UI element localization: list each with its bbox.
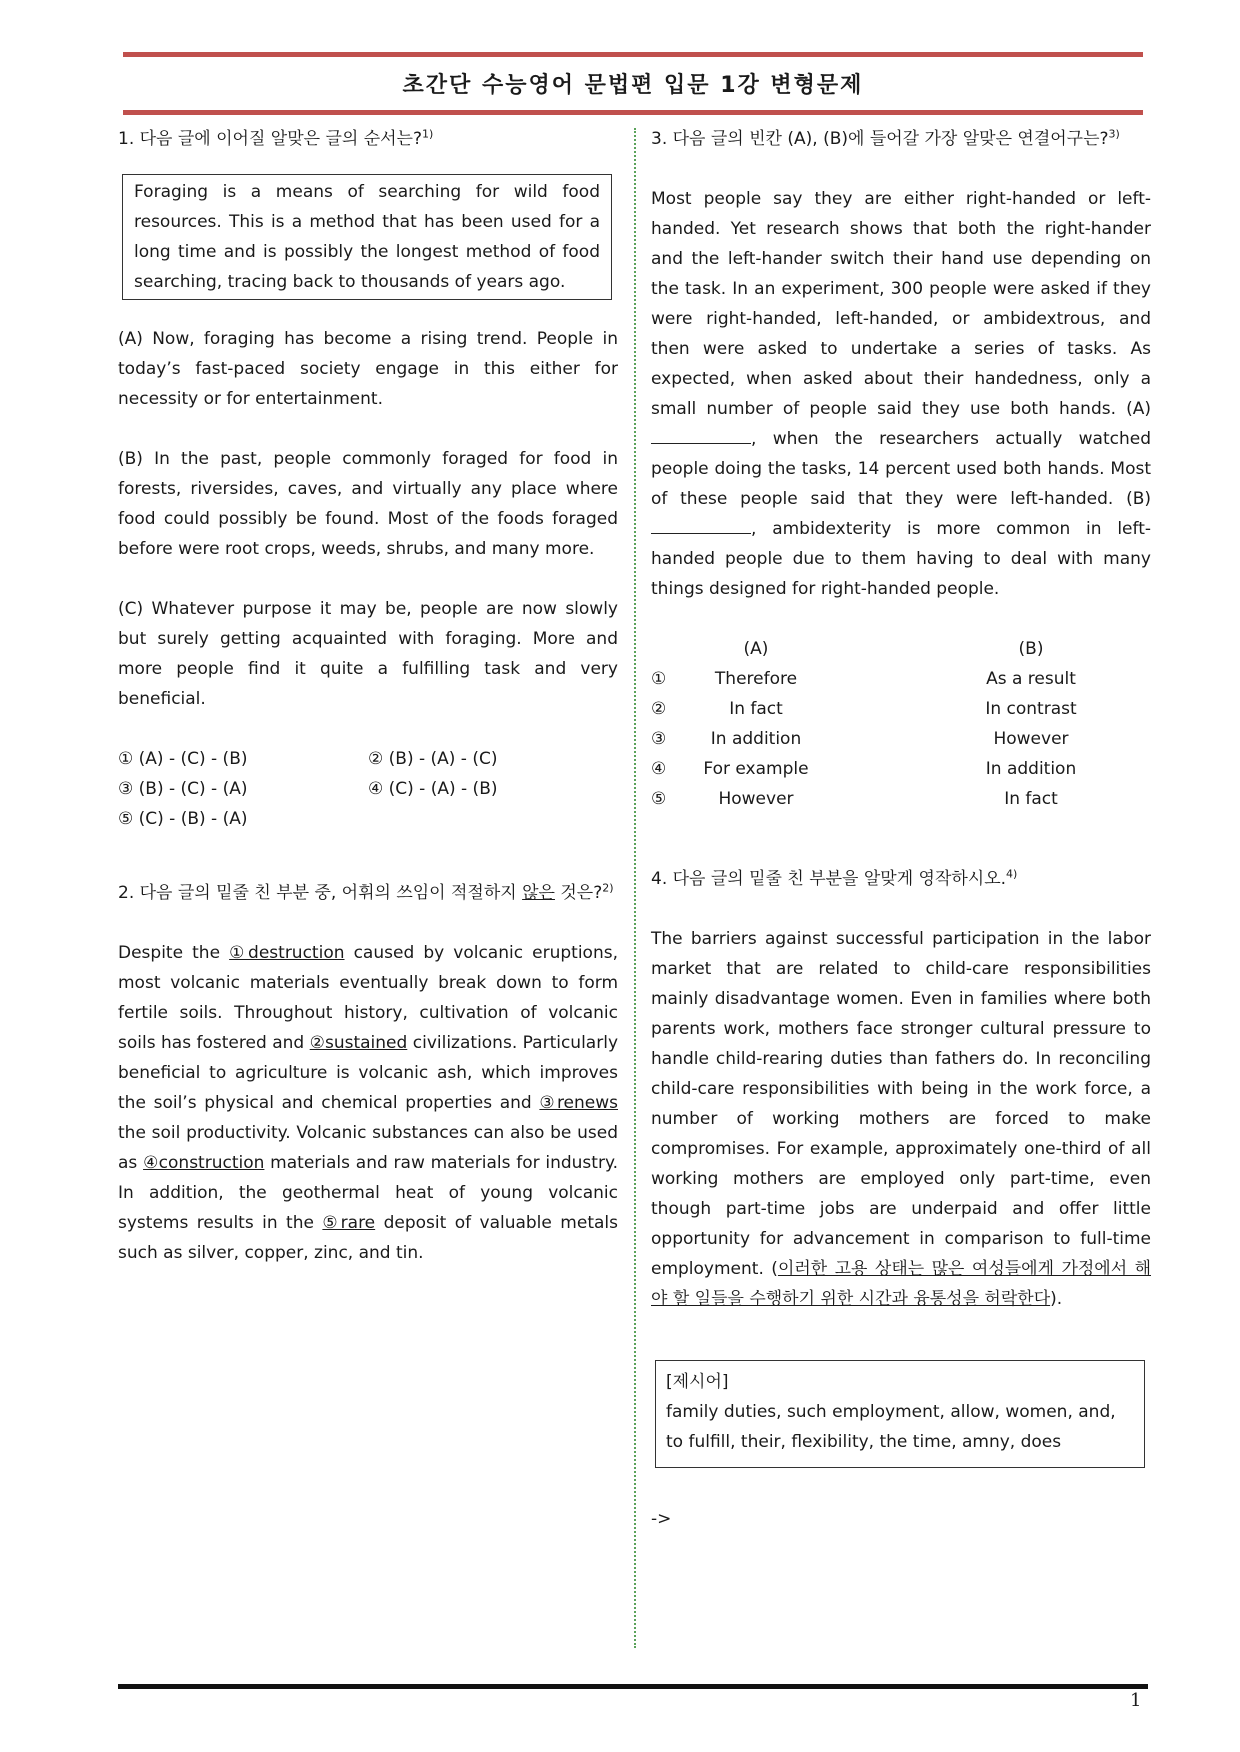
q3-col-b-label: (B)	[1018, 639, 1044, 659]
q2-heading-underlined: 않은	[522, 883, 555, 903]
q2-underline-1: ①destruction	[229, 943, 345, 963]
right-column	[651, 124, 1151, 1534]
q1-footnote: 1)	[422, 127, 434, 141]
column-divider	[634, 128, 636, 1648]
q3-col-a-label: (A)	[743, 639, 769, 659]
q2-underline-4: ④construction	[143, 1153, 265, 1173]
q4-footnote: 4)	[1006, 867, 1018, 881]
q3-option-row[interactable]: ② In fact In contrast	[651, 699, 1077, 719]
q1-paragraph-c: (C) Whatever purpose it may be, people are now slowly but surely getting acquainted with foraging. More and more people find it quite a fulfilling task and very beneficial.	[118, 599, 618, 709]
page-title: 초간단 수능영어 문법편 입문 1강 변형문제	[402, 73, 864, 98]
q2-underline-3: ③renews	[539, 1093, 619, 1113]
q2-underline-2: ②sustained	[309, 1033, 408, 1053]
q4-hint-title: [제시어]	[666, 1372, 729, 1392]
q3-options-table	[651, 634, 1151, 814]
q4-heading: 4. 다음 글의 밑줄 친 부분을 알맞게 영작하시오.$^{4)}$	[651, 867, 1018, 889]
q3-option-row[interactable]: ① Therefore As a result	[651, 669, 1076, 689]
q3-option-row[interactable]: ③ In addition However	[651, 729, 1069, 749]
header-bottom-rule	[123, 110, 1143, 115]
q3-blank-b	[651, 515, 751, 534]
q4-answer-line[interactable]: ->	[651, 1509, 672, 1529]
q2-passage: Despite the ①destruction caused by volcanic eruptions, most volcanic materials eventually break down to form fertile soils. Throughout history, cultivation of volcanic soils has fostered and ②sustained civilizations. Particularly beneficial to agriculture is volcanic ash, which improves the soil’s physical and chemical properties and ③renews the soil productivity. Volcanic substances can also be used as ④construction materials and raw materials for industry. In addition, the geothermal heat of young volcanic systems results in the ⑤rare deposit of valuable metals such as silver, copper, zinc, and tin.	[118, 943, 619, 1263]
q4-hint-box	[655, 1360, 1145, 1468]
footer-rule	[118, 1684, 1148, 1689]
page-number: 1	[1130, 1690, 1142, 1711]
q4-passage: The barriers against successful participation in the labor market that are related to child-care responsibilities mainly disadvantage women. Even in families where both parents work, mothers face stronger cultural pressure to handle child-rearing duties than fathers do. In reconciling child-care responsibilities with being in the work force, a number of working mothers are forced to make compromises. For example, approximately one-third of all working mothers are employed only part-time, even though part-time jobs are underpaid and offer little opportunity for advancement in comparison to full-time employment. (이러한 고용 상태는 많은 여성들에게 가정에서 해야 할 일들을 수행하기 위한 시간과 융통성을 허락한다).	[651, 929, 1151, 1309]
q1-choice-2[interactable]: ② (B) - (A) - (C)	[368, 749, 498, 769]
q1-heading: 1. 다음 글에 이어질 알맞은 글의 순서는?$^{1)}$	[118, 127, 434, 149]
q1-choice-1[interactable]: ① (A) - (C) - (B)	[118, 749, 248, 769]
q3-passage: Most people say they are either right-handed or left-handed. Yet research shows that both the right-hander and the left-hander switch their hand use depending on the task. In an experiment, 300 people were asked if they were right-handed, left-handed, or ambidextrous, and then were asked to undertake a series of tasks. As expected, when asked about their handedness, only a small number of people said they use both hands. (A), when the researchers actually watched people doing the tasks, 14 percent used both hands. Most of these people said that they were left-handed. (B), ambidexterity is more common in left-handed people due to them having to deal with many things designed for right-handed people.	[651, 189, 1151, 599]
q2-underline-5: ⑤rare	[322, 1213, 376, 1233]
q1-choices	[118, 744, 618, 834]
q2-footnote: 2)	[602, 881, 614, 895]
q1-paragraph-b: (B) In the past, people commonly foraged for food in forests, riversides, caves, and virtually any place where food could possibly be found. Most of the foods foraged before were root crops, weeds, shrubs, and many more.	[118, 449, 618, 559]
q1-choice-4[interactable]: ④ (C) - (A) - (B)	[368, 779, 498, 799]
q3-option-row[interactable]: ⑤ However In fact	[651, 789, 1058, 809]
q4-underlined-korean: 이러한 고용 상태는 많은 여성들에게 가정에서 해야 할 일들을 수행하기 위한 시간과 융통성을 허락한다	[651, 1259, 1151, 1309]
q3-footnote: 3)	[1108, 127, 1120, 141]
q3-heading: 3. 다음 글의 빈칸 (A), (B)에 들어갈 가장 알맞은 연결어구는?$^{3)}$	[651, 127, 1120, 149]
q1-choice-3[interactable]: ③ (B) - (C) - (A)	[118, 779, 248, 799]
q1-intro-text: Foraging is a means of searching for wild food resources. This is a method that has been used for a long time and is possibly the longest method of food searching, tracing back to thousands of years ago.	[134, 182, 600, 292]
q1-paragraph-a: (A) Now, foraging has become a rising trend. People in today’s fast-paced society engage in this either for necessity or for entertainment.	[118, 329, 618, 409]
q3-blank-a	[651, 425, 751, 444]
header-top-rule	[123, 52, 1143, 57]
q3-options-header	[651, 634, 1151, 664]
q3-option-row[interactable]: ④ For example In addition	[651, 759, 1077, 779]
q1-choice-5[interactable]: ⑤ (C) - (B) - (A)	[118, 809, 248, 829]
left-column	[118, 124, 618, 1268]
q2-heading: 2. 다음 글의 밑줄 친 부분 중, 어휘의 쓰임이 적절하지 않은 것은?$^{2)}$	[118, 881, 614, 903]
q1-intro-box	[122, 174, 612, 300]
q4-hint-words: family duties, such employment, allow, women, and, to fulfill, their, flexibility, the time, amny, does	[666, 1402, 1116, 1452]
